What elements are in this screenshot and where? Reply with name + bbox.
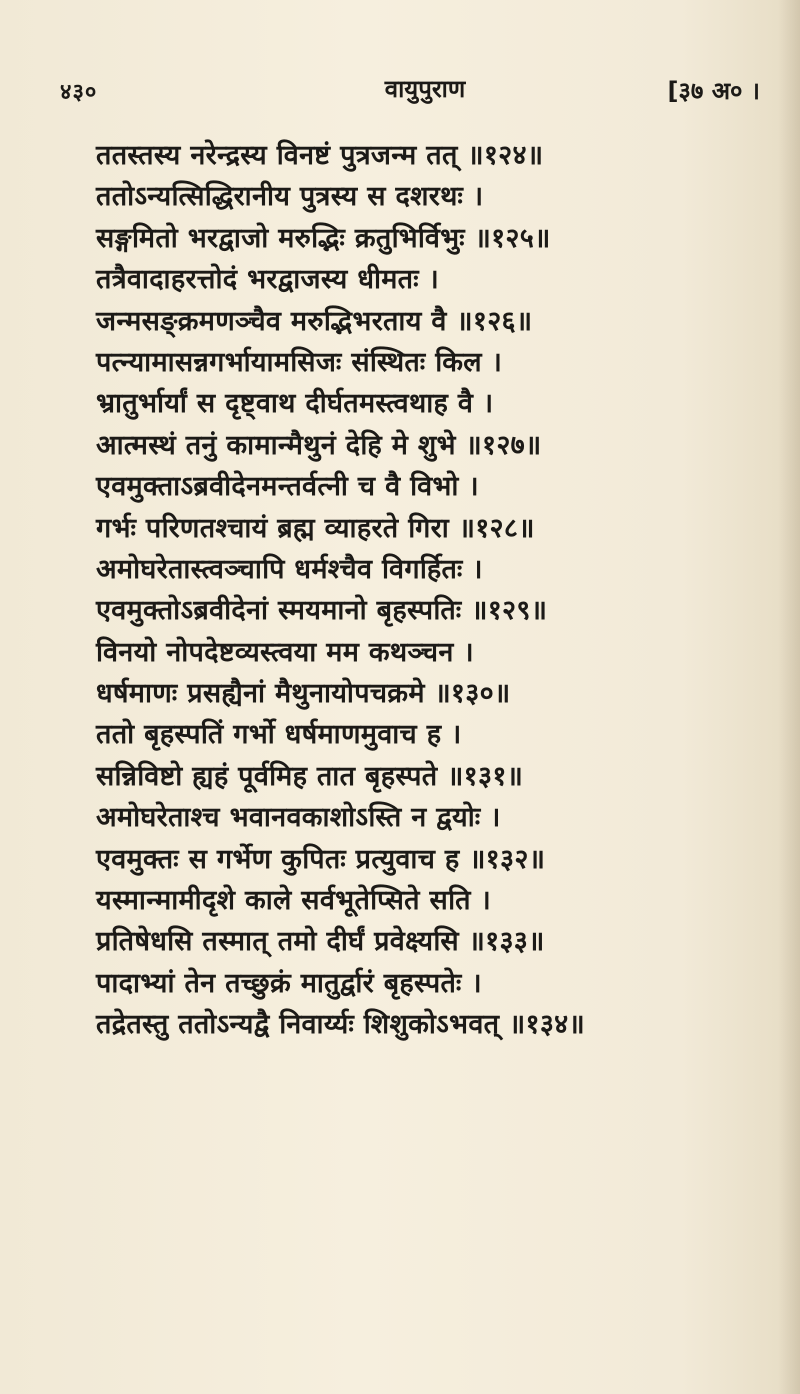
page-number: ४३० bbox=[60, 80, 98, 105]
page-header bbox=[60, 72, 760, 112]
verse-line: यस्मान्मामीदृशे काले सर्वभूतेप्सिते सति । bbox=[96, 885, 492, 917]
verse-line: सङ्गमितो भरद्वाजो मरुद्भिः क्रतुभिर्विभुः ॥१२५॥ bbox=[96, 222, 551, 254]
verse-line: पादाभ्यां तेन तच्छुक्रं मातुर्द्वारं बृहस्पतेः । bbox=[96, 967, 482, 999]
verse-line: गर्भः परिणतश्चायं ब्रह्म व्याहरते गिरा ॥१२८॥ bbox=[96, 512, 535, 544]
verse-line: सन्निविष्टो ह्यहं पूर्वमिह तात बृहस्पते ॥१३१॥ bbox=[96, 760, 524, 792]
verse-line: धर्षमाणः प्रसह्यैनां मैथुनायोपचक्रमे ॥१३०॥ bbox=[96, 678, 511, 710]
verse-line: एवमुक्ताऽब्रवीदेनमन्तर्वत्नी च वै विभो । bbox=[96, 471, 479, 503]
verse-line: आत्मस्थं तनुं कामान्मैथुनं देहि मे शुभे ॥१२७॥ bbox=[96, 429, 542, 461]
verse-line: तत्रैवादाहरत्तोदं भरद्वाजस्य धीमतः । bbox=[96, 264, 440, 296]
verse-line: विनयो नोपदेष्टव्यस्त्वया मम कथञ्चन । bbox=[96, 636, 474, 668]
verse-line: तद्रेतस्तु ततोऽन्यद्वै निवार्य्यः शिशुकोऽभवत् ॥१३४॥ bbox=[96, 1009, 585, 1041]
verse-line: पत्न्यामासन्नगर्भायामसिजः संस्थितः किल । bbox=[96, 346, 503, 378]
verse-line: अमोघरेताश्च भवानवकाशोऽस्ति न द्वयोः । bbox=[96, 802, 501, 834]
verse-line: ततस्तस्य नरेन्द्रस्य विनष्टं पुत्रजन्म तत् ॥१२४॥ bbox=[96, 140, 544, 171]
verse-line: एवमुक्तोऽब्रवीदेनां स्मयमानो बृहस्पतिः ॥१२९॥ bbox=[96, 595, 548, 627]
verse-line: प्रतिषेधसि तस्मात् तमो दीर्घं प्रवेक्ष्यसि ॥१३३॥ bbox=[96, 926, 545, 958]
verse-line: ततोऽन्यत्सिद्धिरानीय पुत्रस्य स दशरथः । bbox=[96, 181, 484, 213]
verse-line: ततो बृहस्पतिं गर्भो धर्षमाणमुवाच ह । bbox=[96, 719, 462, 751]
chapter-reference: [३७ अ० । bbox=[667, 77, 760, 105]
page-edge-shadow bbox=[778, 0, 800, 1394]
running-title: वायुपुराण bbox=[384, 75, 466, 103]
verse-line: अमोघरेतास्त्वञ्चापि धर्मश्चैव विगर्हितः । bbox=[96, 553, 483, 585]
verse-line: एवमुक्तः स गर्भेण कुपितः प्रत्युवाच ह ॥१३२॥ bbox=[96, 843, 546, 875]
verse-line: भ्रातुर्भार्यां स दृष्ट्वाथ दीर्घतमस्त्वथाह वै । bbox=[96, 388, 494, 420]
verse-text-block bbox=[96, 135, 756, 1046]
verse-line: जन्मसङ्क्रमणञ्चैव मरुद्भिभरताय वै ॥१२६॥ bbox=[96, 305, 533, 337]
